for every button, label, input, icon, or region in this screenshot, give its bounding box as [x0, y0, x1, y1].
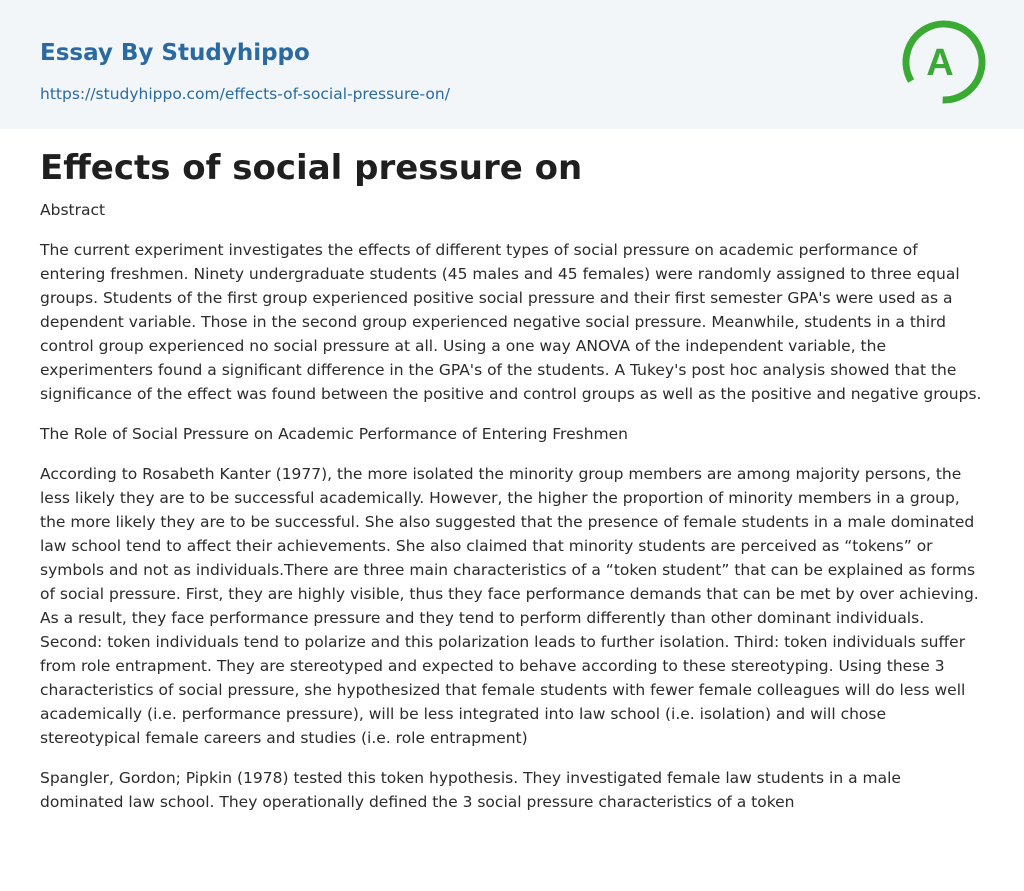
logo-letter: A	[926, 42, 954, 84]
paragraph-abstract: The current experiment investigates the effects of different types of social pressure on academic performance of entering freshmen. Ninety undergraduate students (45 males and 45 females) were randomly assigned to three equal groups. Students of the first group experienced positive social pressure and their first semester GPA's were used as a dependent variable. Those in the second group experienced negative social pressure. Meanwhile, students in a third control group experienced no social pressure at all. Using a one way ANOVA of the independent variable, the experimenters found a significant difference in the GPA's of the students. A Tukey's post hoc analysis showed that the significance of the effect was found between the positive and control groups as well as the positive and negative groups.	[40, 241, 982, 403]
abstract-label: Abstract	[40, 201, 106, 219]
brand-title[interactable]: Essay By Studyhippo	[40, 40, 310, 66]
studyhippo-logo-icon[interactable]	[900, 18, 988, 106]
paragraph-kanter: According to Rosabeth Kanter (1977), the more isolated the minority group members are among majority persons, the less likely they are to be successful academically. However, the higher the proportion of minority members in a group, the more likely they are to be successful. She also suggested that the presence of female students in a male dominated law school tend to affect their achievements. She also claimed that minority students are perceived as “tokens” or symbols and not as individuals.There are three main characteristics of a “token student” that can be explained as forms of social pressure. First, they are highly visible, thus they face performance demands that can be met by over achieving. As a result, they face performance pressure and they tend to perform differently than other dominant individuals. Second: token individuals tend to polarize and this polarization leads to further isolation. Third: token individuals suffer from role entrapment. They are stereotyped and expected to behave according to these stereotyping. Using these 3 characteristics of social pressure, she hypothesized that female students with fewer female colleagues will do less well academically (i.e. performance pressure), will be less integrated into law school (i.e. isolation) and will chose stereotypical female careers and studies (i.e. role entrapment)	[40, 465, 979, 747]
essay-url-link[interactable]: https://studyhippo.com/effects-of-social-pressure-on/	[40, 85, 450, 103]
section-heading: The Role of Social Pressure on Academic Performance of Entering Freshmen	[40, 425, 628, 443]
page-title: Effects of social pressure on	[40, 148, 583, 188]
paragraph-spangler: Spangler, Gordon; Pipkin (1978) tested this token hypothesis. They investigated female law students in a male dominated law school. They operationally defined the 3 social pressure characteristics of a token	[40, 769, 901, 811]
site-header	[0, 0, 1024, 129]
article	[40, 142, 984, 830]
